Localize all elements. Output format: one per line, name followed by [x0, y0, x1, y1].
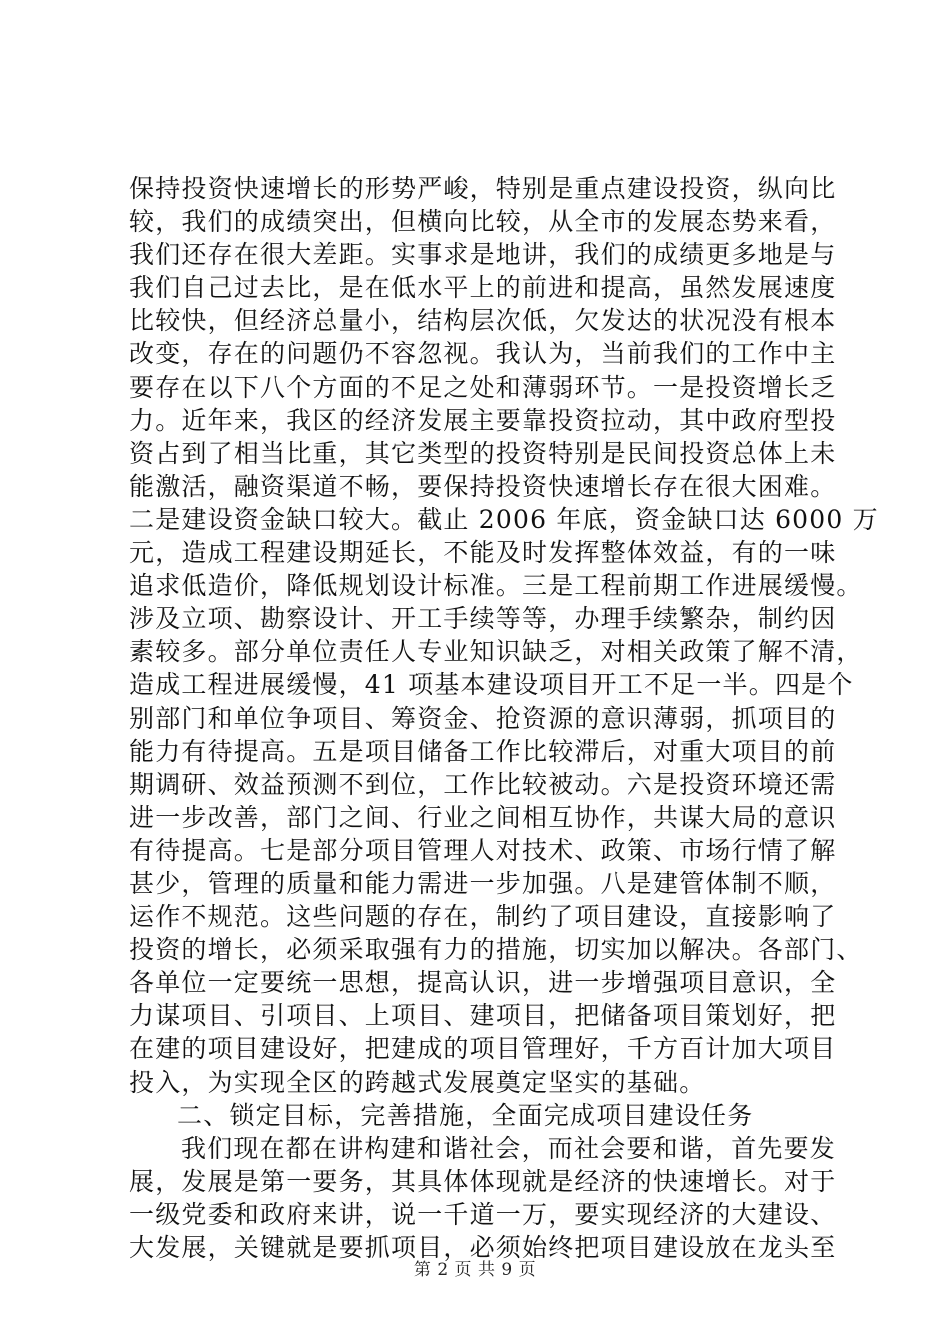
text-line: 运作不规范。这些问题的存在，制约了项目建设，直接影响了: [129, 902, 837, 932]
paragraph-1: [129, 172, 879, 1099]
text-line: 进一步改善，部门之间、行业之间相互协作，共谋大局的意识: [129, 802, 837, 832]
text-line: 造成工程进展缓慢，41 项基本建设项目开工不足一半。四是个: [129, 670, 854, 700]
text-line: 有待提高。七是部分项目管理人对技术、政策、市场行情了解: [129, 835, 837, 865]
text-line: 改变，存在的问题仍不容忽视。我认为，当前我们的工作中主: [129, 339, 837, 369]
text-line: 力。近年来，我区的经济发展主要靠投资拉动，其中政府型投: [129, 405, 837, 435]
text-line: 元，造成工程建设期延长，不能及时发挥整体效益，有的一味: [129, 538, 837, 568]
text-line: 展，发展是第一要务，其具体体现就是经济的快速增长。对于: [129, 1166, 837, 1196]
text-line: 较，我们的成绩突出，但横向比较，从全市的发展态势来看，: [129, 207, 837, 237]
text-line: 能激活，融资渠道不畅，要保持投资快速增长存在很大困难。: [129, 471, 837, 501]
text-line: 二是建设资金缺口较大。截止 2006 年底，资金缺口达 6000 万: [129, 504, 879, 534]
text-line: 别部门和单位争项目、筹资金、抢资源的意识薄弱，抓项目的: [129, 703, 837, 733]
text-line: 大发展，关键就是要抓项目，必须始终把项目建设放在龙头至: [129, 1233, 837, 1262]
text-line: 我们自己过去比，是在低水平上的前进和提高，虽然发展速度: [129, 273, 837, 303]
text-line: 能力有待提高。五是项目储备工作比较滞后，对重大项目的前: [129, 736, 837, 766]
text-line: 我们现在都在讲构建和谐社会，而社会要和谐，首先要发: [181, 1133, 837, 1163]
section-heading: 二、锁定目标，完善措施，全面完成项目建设任务: [177, 1100, 754, 1130]
page-number-footer: 第 2 页 共 9 页: [413, 1260, 537, 1280]
text-line: 追求低造价，降低规划设计标准。三是工程前期工作进展缓慢。: [129, 571, 863, 601]
text-line: 资占到了相当比重，其它类型的投资特别是民间投资总体上未: [129, 438, 837, 468]
text-line: 力谋项目、引项目、上项目、建项目，把储备项目策划好，把: [129, 1001, 837, 1031]
text-line: 各单位一定要统一思想，提高认识，进一步增强项目意识，全: [129, 968, 837, 998]
text-line: 涉及立项、勘察设计、开工手续等等，办理手续繁杂，制约因: [129, 604, 837, 634]
text-line: 投资的增长，必须采取强有力的措施，切实加以解决。各部门、: [129, 935, 863, 965]
text-line: 一级党委和政府来讲，说一千道一万，要实现经济的大建设、: [129, 1199, 837, 1229]
text-line: 保持投资快速增长的形势严峻，特别是重点建设投资，纵向比: [129, 174, 837, 203]
text-line: 期调研、效益预测不到位，工作比较被动。六是投资环境还需: [129, 769, 837, 799]
text-line: 我们还存在很大差距。实事求是地讲，我们的成绩更多地是与: [129, 240, 837, 270]
text-line: 素较多。部分单位责任人专业知识缺乏，对相关政策了解不清，: [129, 637, 863, 667]
text-line: 甚少，管理的质量和能力需进一步加强。八是建管体制不顺，: [129, 868, 837, 898]
text-line: 在建的项目建设好，把建成的项目管理好，千方百计加大项目: [129, 1034, 837, 1064]
document-body: [129, 172, 879, 1264]
text-line: 要存在以下八个方面的不足之处和薄弱环节。一是投资增长乏: [129, 372, 837, 402]
text-line: 比较快，但经济总量小，结构层次低，欠发达的状况没有根本: [129, 306, 837, 336]
text-line: 投入，为实现全区的跨越式发展奠定坚实的基础。: [129, 1067, 706, 1097]
paragraph-2: [129, 1132, 837, 1264]
